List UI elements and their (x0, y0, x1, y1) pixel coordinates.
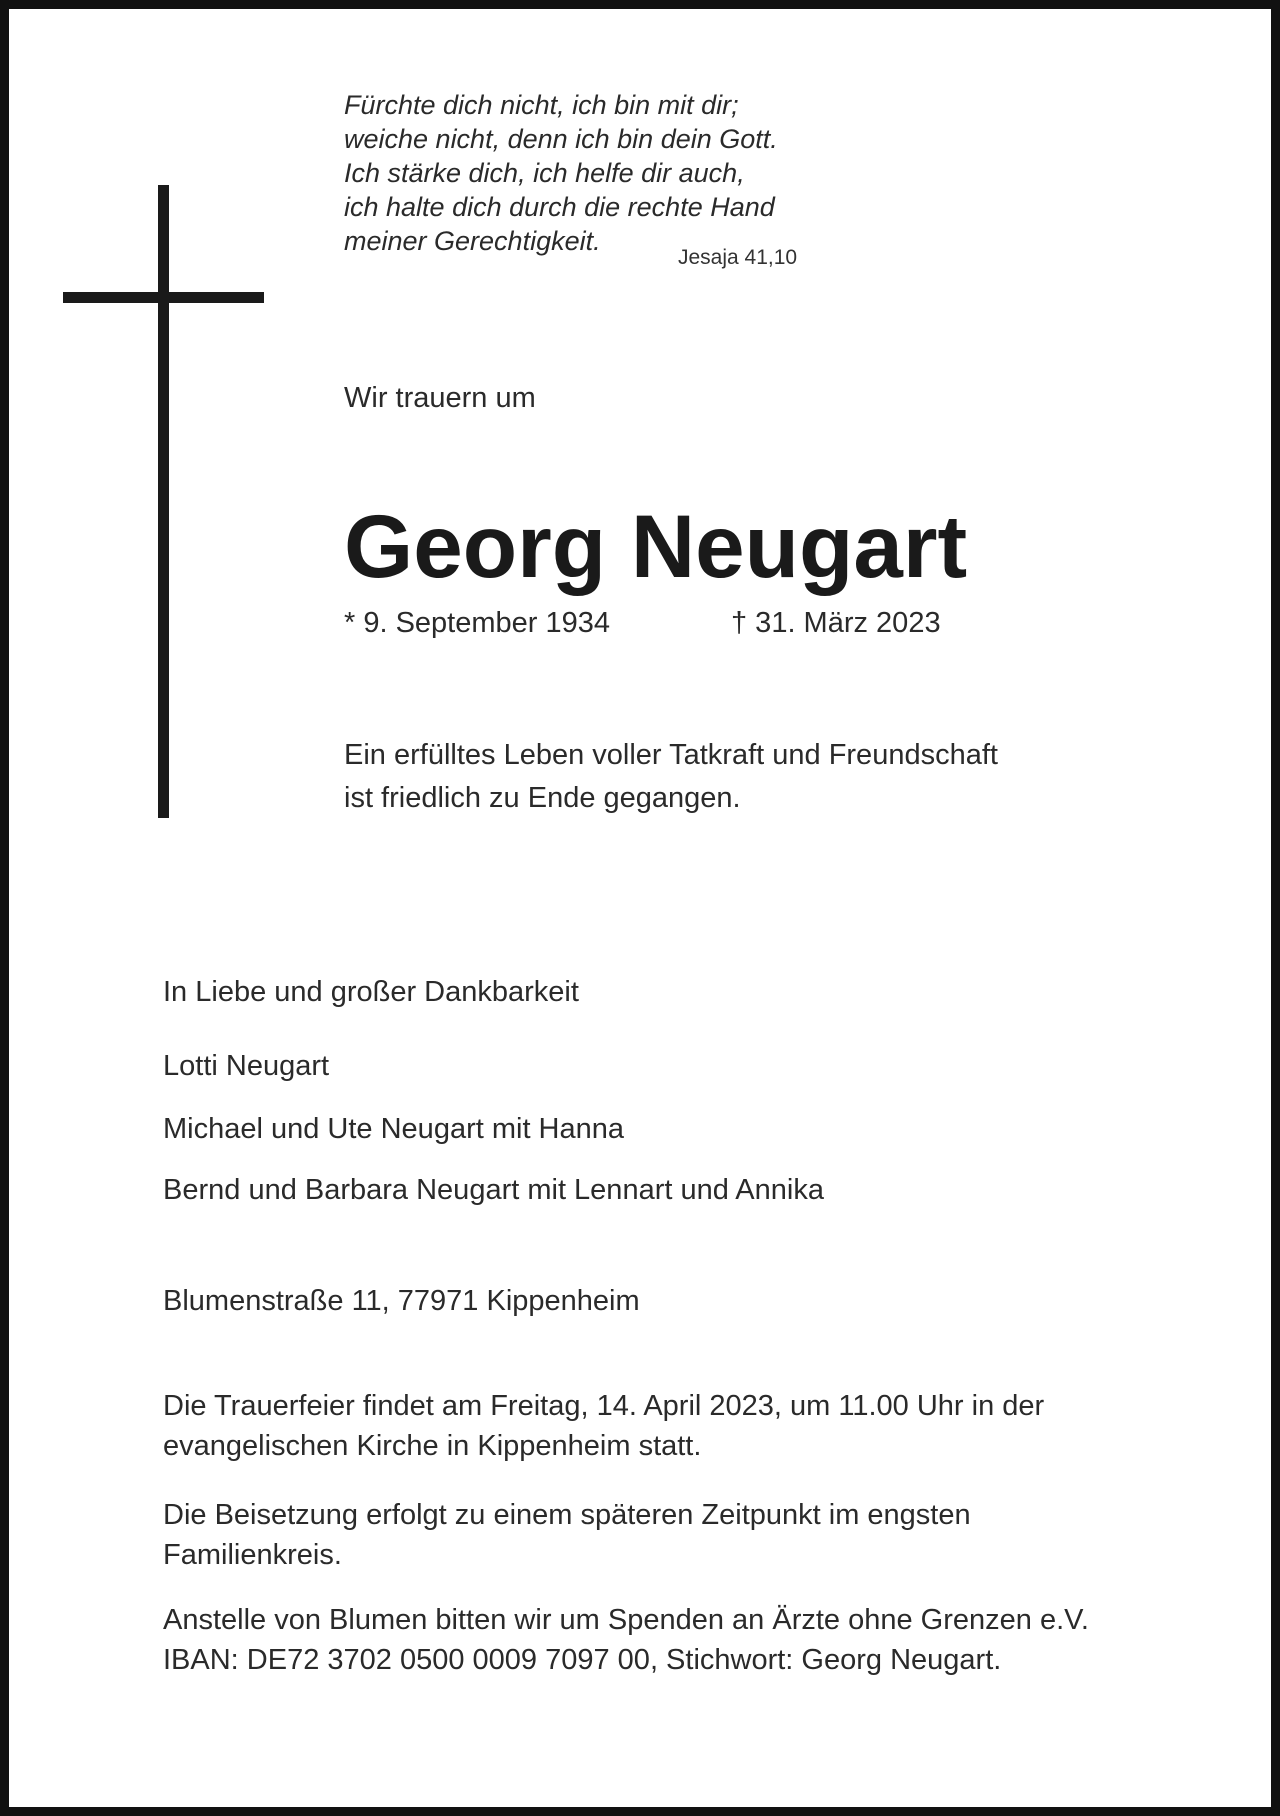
death-date: † 31. März 2023 (731, 607, 941, 639)
bible-verse (344, 88, 864, 258)
notice-line: Die Beisetzung erfolgt zu einem späteren Zeitpunkt im engsten (163, 1499, 971, 1531)
verse-line: Fürchte dich nicht, ich bin mit dir; (344, 90, 739, 120)
funeral-service-notice (163, 1386, 1044, 1466)
eulogy-text (344, 734, 998, 820)
birth-date: * 9. September 1934 (344, 607, 611, 639)
mourning-intro: Wir trauern um (344, 382, 536, 414)
notice-line: Familienkreis. (163, 1539, 342, 1571)
notice-line: Die Trauerfeier findet am Freitag, 14. April 2023, um 11.00 Uhr in der (163, 1390, 1045, 1422)
family-address: Blumenstraße 11, 77971 Kippenheim (163, 1285, 640, 1317)
verse-line: weiche nicht, denn ich bin dein Gott. (344, 124, 778, 154)
notice-line: IBAN: DE72 3702 0500 0009 7097 00, Stichwort: Georg Neugart. (163, 1644, 1002, 1676)
verse-line: ich halte dich durch die rechte Hand (344, 192, 775, 222)
eulogy-line: ist friedlich zu Ende gegangen. (344, 782, 741, 814)
mourners-intro: In Liebe und großer Dankbarkeit (163, 976, 579, 1008)
verse-reference: Jesaja 41,10 (678, 246, 798, 269)
cross-horizontal-bar (63, 292, 264, 303)
mourner-name: Lotti Neugart (163, 1050, 330, 1082)
verse-line: Ich stärke dich, ich helfe dir auch, (344, 158, 745, 188)
eulogy-line: Ein erfülltes Leben voller Tatkraft und Freundschaft (344, 739, 998, 771)
mourner-name: Michael und Ute Neugart mit Hanna (163, 1113, 625, 1145)
donation-notice (163, 1600, 1089, 1680)
deceased-name: Georg Neugart (344, 496, 968, 596)
notice-line: evangelischen Kirche in Kippenheim statt. (163, 1430, 702, 1462)
verse-line: meiner Gerechtigkeit. (344, 226, 601, 256)
notice-line: Anstelle von Blumen bitten wir um Spenden an Ärzte ohne Grenzen e.V. (163, 1604, 1089, 1636)
mourner-name: Bernd und Barbara Neugart mit Lennart und Annika (163, 1174, 824, 1206)
burial-notice (163, 1495, 971, 1575)
cross-vertical-bar (158, 185, 169, 818)
